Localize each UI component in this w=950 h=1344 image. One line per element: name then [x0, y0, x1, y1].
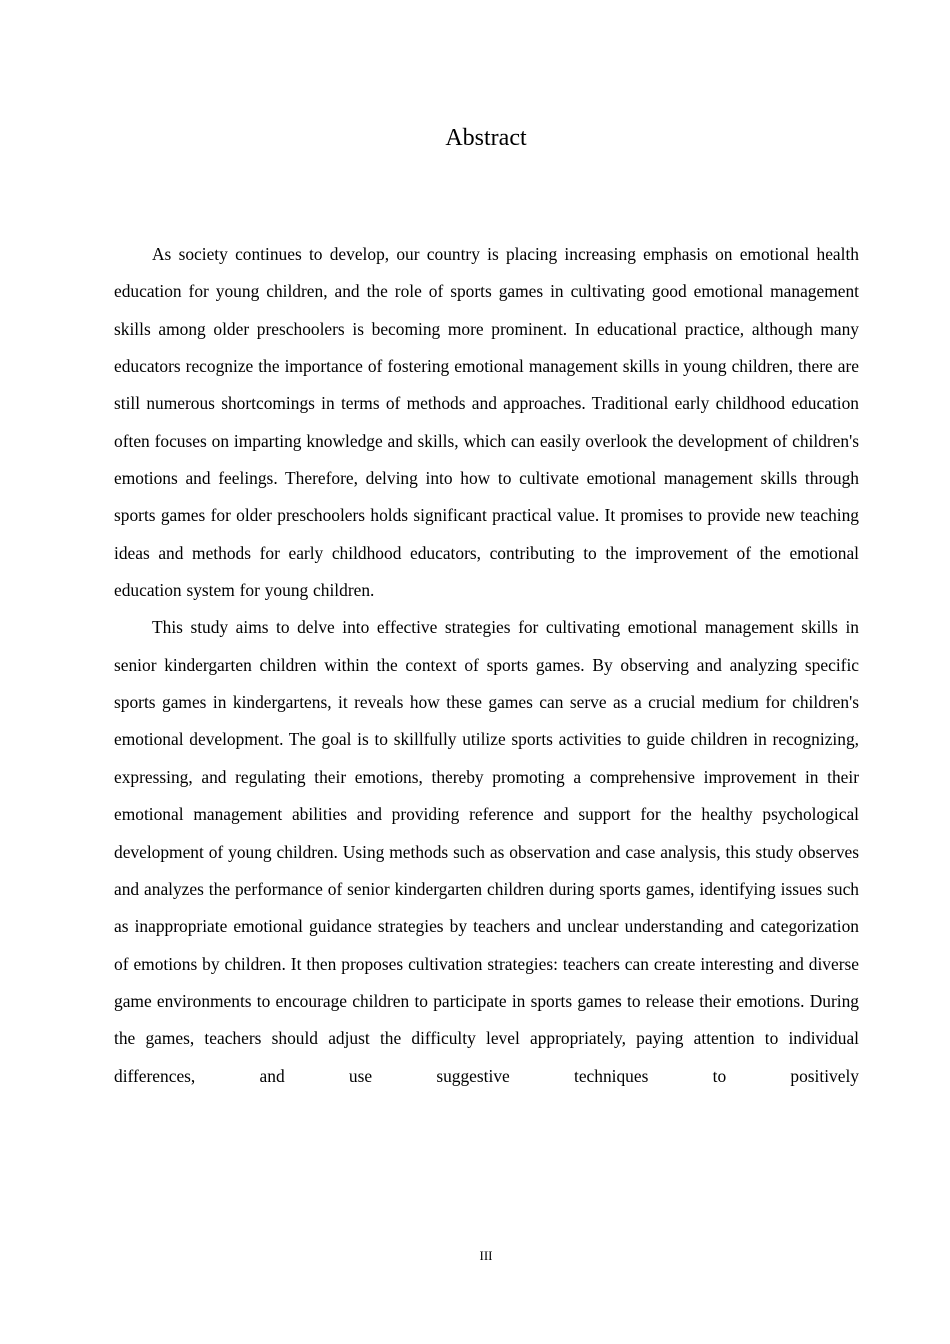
page-number: III — [479, 1248, 493, 1263]
abstract-paragraph-1: As society continues to develop, our country is placing increasing emphasis on emotional health education for young children, and the role of sports games in cultivating good emotional management skills among older preschoolers is becoming more prominent. In educational practice, although many educators recognize the importance of fostering emotional management skills in young children, there are still numerous shortcomings in terms of methods and approaches. Traditional early childhood education often focuses on imparting knowledge and skills, which can easily overlook the development of children's emotions and feelings. Therefore, delving into how to cultivate emotional management skills through sports games for older preschoolers holds significant practical value. It promises to provide new teaching ideas and methods for early childhood educators, contributing to the improvement of the emotional education system for young children. — [114, 244, 859, 601]
abstract-title: Abstract — [445, 125, 527, 151]
abstract-paragraph-2: This study aims to delve into effective strategies for cultivating emotional management skills in senior kindergarten children within the context of sports games. By observing and analyzing specific sports games in kindergartens, it reveals how these games can serve as a crucial medium for children's emotional development. The goal is to skillfully utilize sports activities to guide children in recognizing, expressing, and regulating their emotions, thereby promoting a comprehensive improvement in their emotional management abilities and providing reference and support for the healthy psychological development of young children. Using methods such as observation and case analysis, this study observes and analyzes the performance of senior kindergarten children during sports games, identifying issues such as inappropriate emotional guidance strategies by teachers and unclear understanding and categorization of emotions by children. It then proposes cultivation strategies: teachers can create interesting and diverse game environments to encourage children to participate in sports games to release their emotions. During the games, teachers should adjust the difficulty level appropriately, paying attention to individual differences, and use suggestive techniques to positively — [114, 617, 859, 1086]
abstract-body — [114, 236, 859, 1095]
